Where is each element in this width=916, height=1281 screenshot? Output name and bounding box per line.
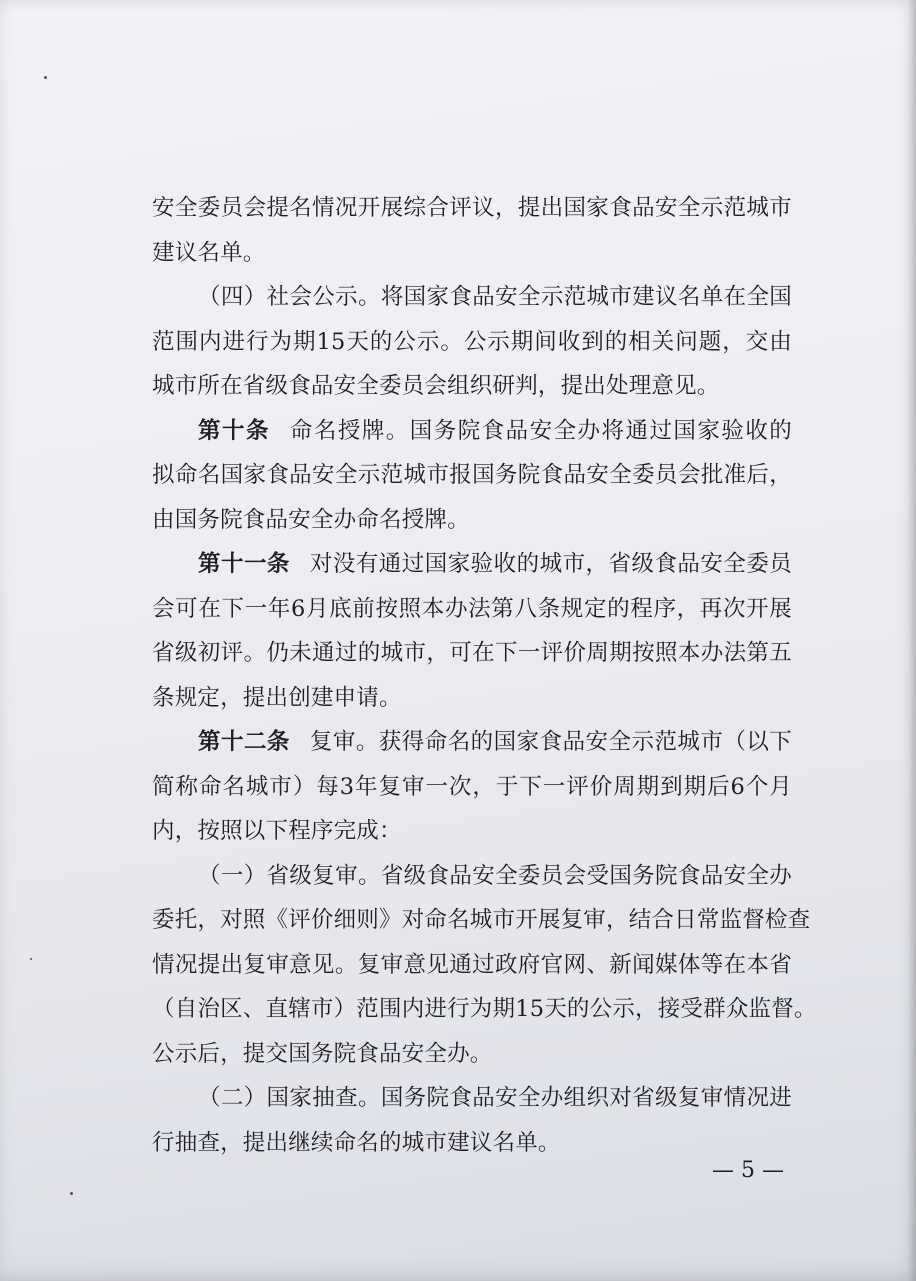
text-line: 范围内进行为期15天的公示。公示期间收到的相关问题，交由 — [152, 328, 792, 355]
article-heading: 第十二条 — [198, 729, 290, 755]
body-text — [152, 186, 817, 1165]
scan-speck — [70, 1192, 73, 1195]
text-line: 拟命名国家食品安全示范城市报国务院食品安全委员会批准后， — [152, 462, 792, 488]
text-line: 城市所在省级食品安全委员会组织研判，提出处理意见。 — [152, 373, 720, 399]
text-line: 委托，对照《评价细则》对命名城市开展复审，结合日常监督检查 — [152, 907, 811, 933]
text-line: （一）省级复审。省级食品安全委员会受国务院食品安全办 — [198, 862, 792, 889]
text-line: 公示后，提交国务院食品安全办。 — [152, 1040, 493, 1067]
text-line: 安全委员会提名情况开展综合评议，提出国家食品安全示范城市 — [152, 195, 792, 221]
scan-speck — [44, 76, 47, 79]
page-edge-shadow — [908, 0, 916, 1281]
text-line: 条规定，提出创建申请。 — [152, 684, 402, 711]
text-line: 会可在下一年6月底前按照本办法第八条规定的程序，再次开展 — [152, 595, 792, 622]
text-line: 行抽查，提出继续命名的城市建议名单。 — [152, 1129, 561, 1156]
text-line: 建议名单。 — [152, 239, 266, 266]
page-number: — 5 — — [712, 1158, 784, 1183]
article-text: 对没有通过国家验收的城市，省级食品安全委员 — [309, 551, 792, 577]
scan-speck — [30, 958, 32, 960]
text-line: 由国务院食品安全办命名授牌。 — [152, 506, 470, 533]
article-line — [152, 409, 792, 454]
article-heading: 第十条 — [198, 417, 270, 444]
text-line: （二）国家抽查。国务院食品安全办组织对省级复审情况进 — [198, 1085, 792, 1111]
article-text: 命名授牌。国务院食品安全办将通过国家验收的 — [289, 417, 793, 444]
article-heading: 第十一条 — [198, 551, 290, 577]
article-line — [152, 542, 792, 587]
text-line: （自治区、直辖市）范围内进行为期15天的公示，接受群众监督。 — [152, 996, 817, 1022]
article-line — [152, 720, 792, 765]
text-line: 省级初评。仍未通过的城市，可在下一评价周期按照本办法第五 — [152, 640, 792, 666]
text-line: （四）社会公示。将国家食品安全示范城市建议名单在全国 — [198, 284, 792, 310]
text-line: 内，按照以下程序完成： — [152, 818, 402, 844]
text-line: 简称命名城市）每3年复审一次，于下一评价周期到期后6个月 — [152, 773, 792, 800]
text-line: 情况提出复审意见。复审意见通过政府官网、新闻媒体等在本省 — [152, 951, 792, 978]
article-text: 复审。获得命名的国家食品安全示范城市（以下 — [309, 729, 792, 755]
